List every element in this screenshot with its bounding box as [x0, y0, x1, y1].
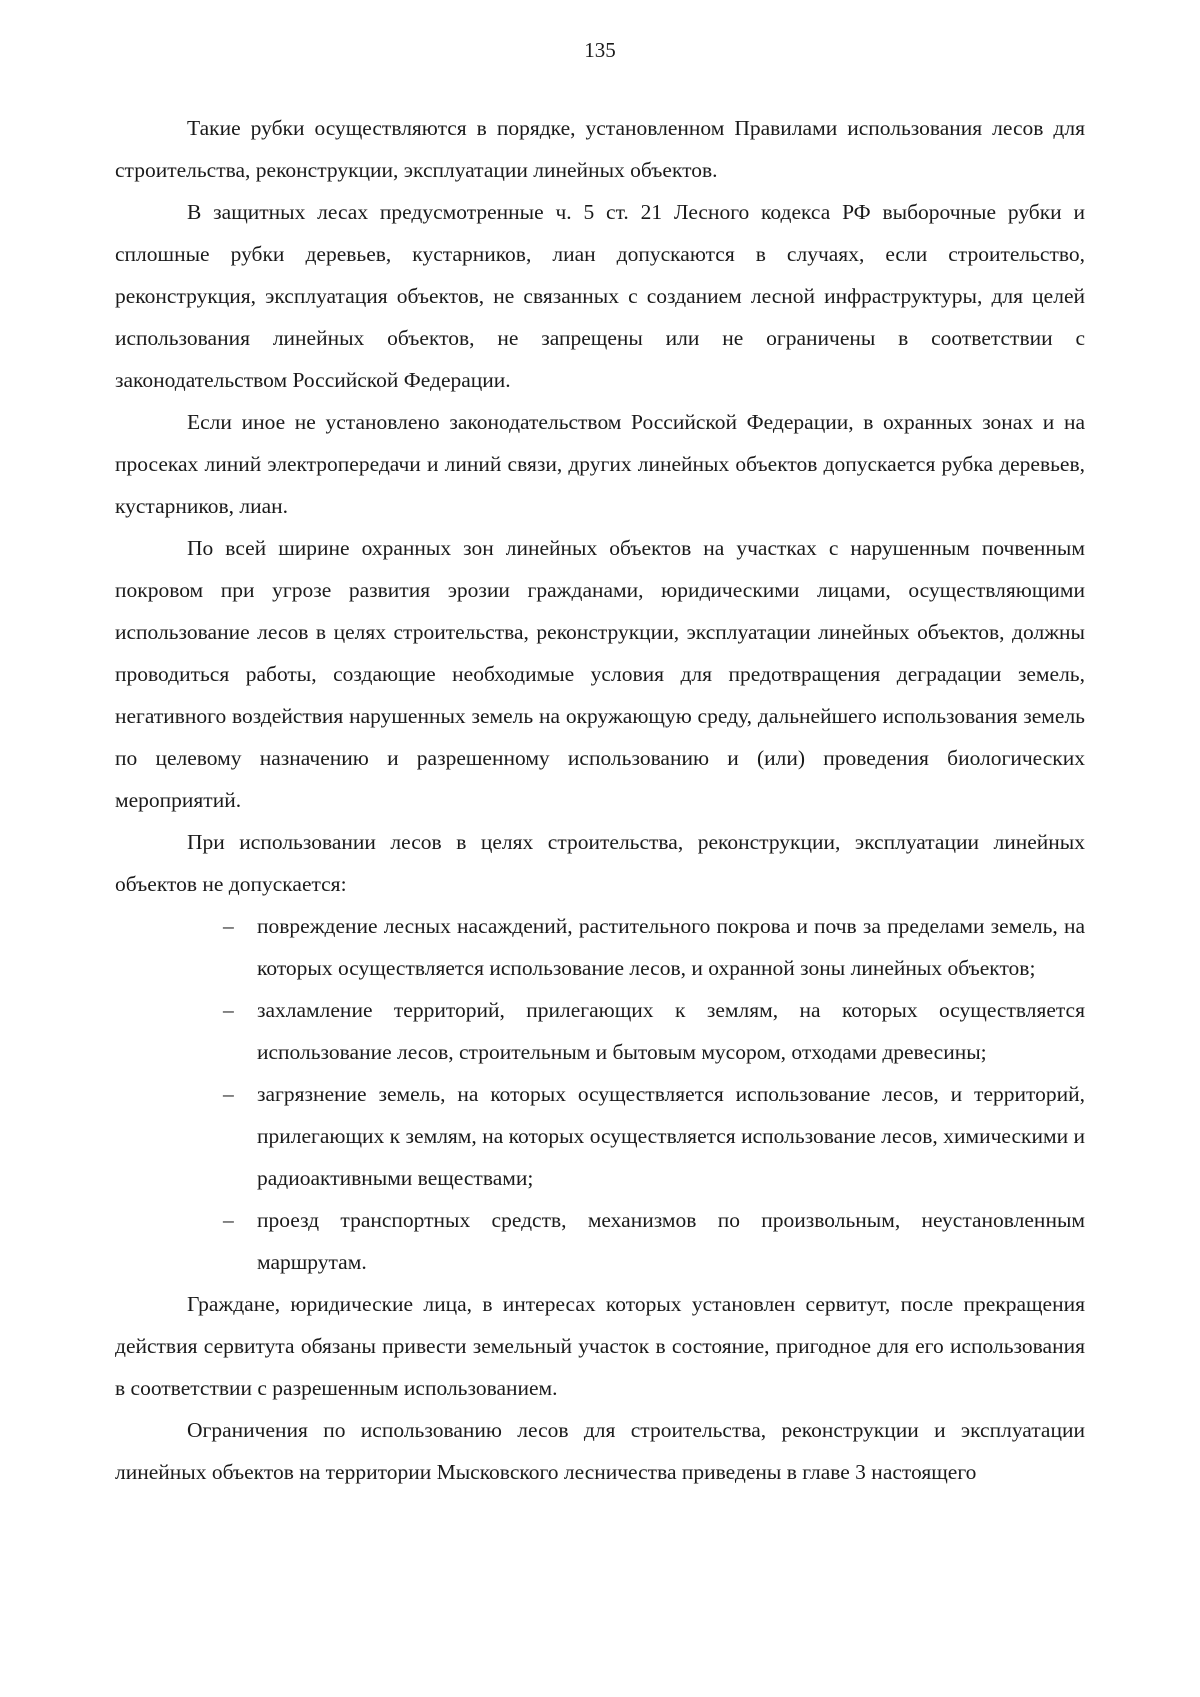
dash-marker: – [223, 914, 234, 938]
dash-marker: – [223, 1208, 234, 1232]
paragraph: При использовании лесов в целях строительства, реконструкции, эксплуатации линейных объектов не допускается: [115, 830, 1085, 896]
document-body [115, 107, 1085, 1493]
prohibitions-list [115, 905, 1085, 1283]
list-item-text: захламление территорий, прилегающих к землям, на которых осуществляется использование лесов, строительным и бытовым мусором, отходами древесины; [257, 998, 1085, 1064]
list-item-text: загрязнение земель, на которых осуществляется использование лесов, и территорий, прилегающих к землям, на которых осуществляется использование лесов, химическими и радиоактивными веществами; [257, 1082, 1085, 1190]
list-item [115, 1073, 1085, 1199]
list-item-text: повреждение лесных насаждений, растительного покрова и почв за пределами земель, на которых осуществляется использование лесов, и охранной зоны линейных объектов; [257, 914, 1085, 980]
paragraph: Ограничения по использованию лесов для строительства, реконструкции и эксплуатации линейных объектов на территории Мысковского лесничества приведены в главе 3 настоящего [115, 1418, 1085, 1484]
paragraph: Граждане, юридические лица, в интересах которых установлен сервитут, после прекращения действия сервитута обязаны привести земельный участок в состояние, пригодное для его использования в соответствии с разрешенным использованием. [115, 1292, 1085, 1400]
dash-marker: – [223, 998, 234, 1022]
dash-marker: – [223, 1082, 234, 1106]
paragraph: Такие рубки осуществляются в порядке, установленном Правилами использования лесов для строительства, реконструкции, эксплуатации линейных объектов. [115, 116, 1085, 182]
paragraph: В защитных лесах предусмотренные ч. 5 ст. 21 Лесного кодекса РФ выборочные рубки и сплошные рубки деревьев, кустарников, лиан допускаются в случаях, если строительство, реконструкция, эксплуатация объектов, не связанных с созданием лесной инфраструктуры, для целей использования линейных объектов, не запрещены или не ограничены в соответствии с законодательством Российской Федерации. [115, 200, 1085, 392]
page-number: 135 [584, 38, 616, 62]
list-item [115, 1199, 1085, 1283]
paragraph: Если иное не установлено законодательством Российской Федерации, в охранных зонах и на просеках линий электропередачи и линий связи, других линейных объектов допускается рубка деревьев, кустарников, лиан. [115, 410, 1085, 518]
list-item [115, 989, 1085, 1073]
list-item-text: проезд транспортных средств, механизмов по произвольным, неустановленным маршрутам. [257, 1208, 1085, 1274]
list-item [115, 905, 1085, 989]
paragraph: По всей ширине охранных зон линейных объектов на участках с нарушенным почвенным покровом при угрозе развития эрозии гражданами, юридическими лицами, осуществляющими использование лесов в целях строительства, реконструкции, эксплуатации линейных объектов, должны проводиться работы, создающие необходимые условия для предотвращения деградации земель, негативного воздействия нарушенных земель на окружающую среду, дальнейшего использования земель по целевому назначению и разрешенному использованию и (или) проведения биологических мероприятий. [115, 536, 1085, 812]
